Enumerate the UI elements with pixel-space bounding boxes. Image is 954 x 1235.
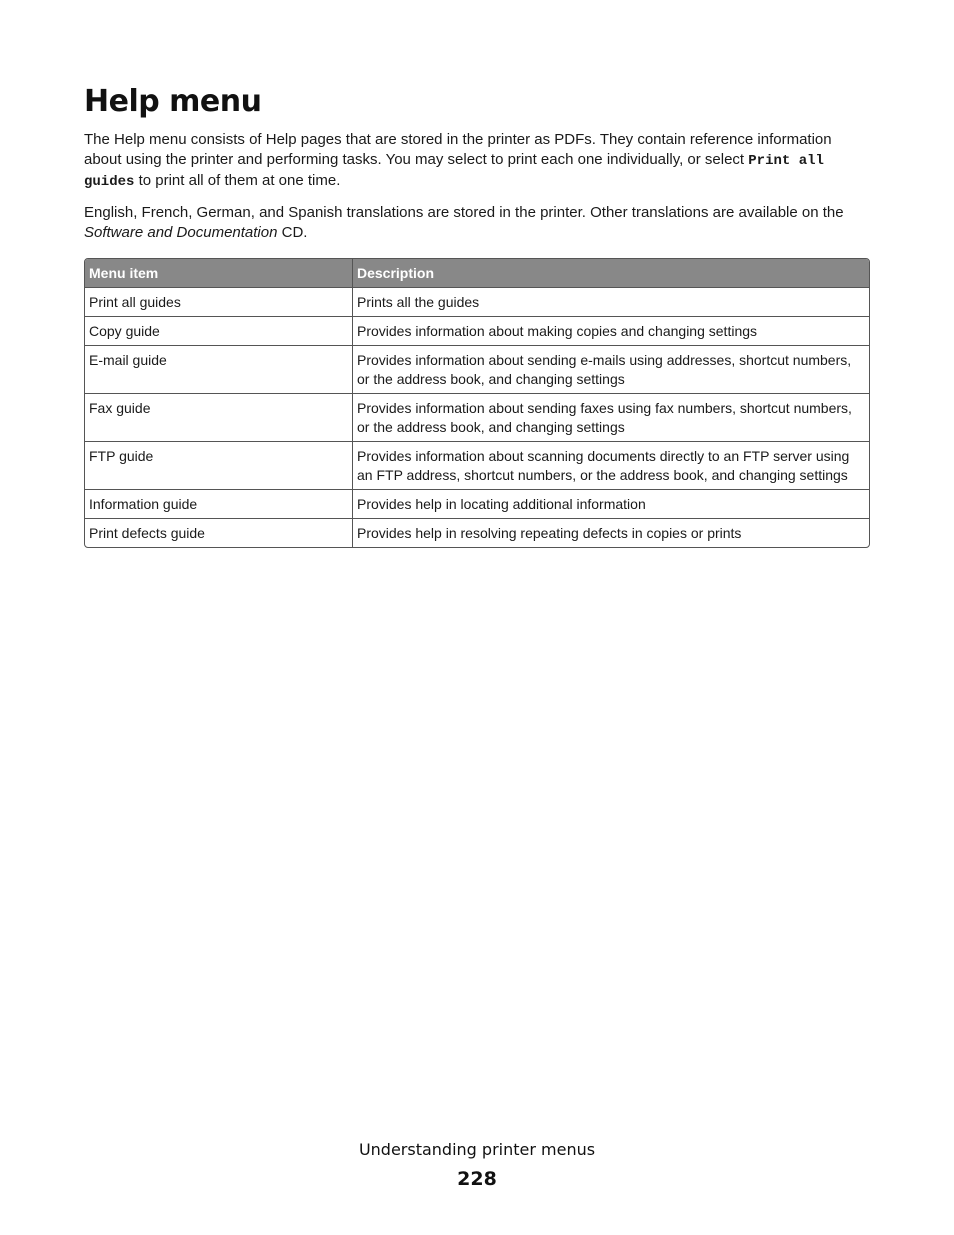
description-cell: Provides information about scanning documents directly to an FTP server using an FTP address, shortcut numbers, or the address book, and changing settings bbox=[353, 442, 870, 490]
footer-page-number: 228 bbox=[457, 1168, 497, 1190]
description-cell: Provides information about sending faxes using fax numbers, shortcut numbers, or the address book, and changing settings bbox=[353, 394, 870, 442]
description-cell: Provides information about making copies and changing settings bbox=[353, 317, 870, 346]
table-row bbox=[85, 490, 869, 519]
intro-code: Print all guides bbox=[84, 153, 824, 190]
header-menu-item: Menu item bbox=[85, 259, 353, 288]
translations-text-1: English, French, German, and Spanish translations are stored in the printer. Other translations are available on the bbox=[84, 204, 844, 221]
header-description: Description bbox=[353, 259, 870, 288]
description-cell: Provides help in locating additional information bbox=[353, 490, 870, 519]
menu-item-cell: Copy guide bbox=[85, 317, 353, 346]
table-row bbox=[85, 519, 869, 548]
page-content bbox=[84, 80, 870, 548]
intro-text-2: to print all of them at one time. bbox=[134, 172, 341, 189]
description-cell: Prints all the guides bbox=[353, 288, 870, 317]
menu-item-cell: Print all guides bbox=[85, 288, 353, 317]
table-row bbox=[85, 394, 869, 442]
intro-paragraph bbox=[84, 130, 870, 192]
help-menu-table bbox=[85, 259, 869, 547]
table-row bbox=[85, 346, 869, 394]
menu-item-cell: Fax guide bbox=[85, 394, 353, 442]
menu-item-cell: Information guide bbox=[85, 490, 353, 519]
table-row bbox=[85, 288, 869, 317]
menu-item-cell: E-mail guide bbox=[85, 346, 353, 394]
description-cell: Provides information about sending e-mails using addresses, shortcut numbers, or the address book, and changing settings bbox=[353, 346, 870, 394]
footer-section-title: Understanding printer menus bbox=[358, 1140, 596, 1159]
translations-text-2: CD. bbox=[277, 224, 308, 241]
table-row bbox=[85, 442, 869, 490]
description-cell: Provides help in resolving repeating defects in copies or prints bbox=[353, 519, 870, 548]
translations-italic: Software and Documentation bbox=[84, 224, 278, 241]
menu-item-cell: FTP guide bbox=[85, 442, 353, 490]
intro-text-1: The Help menu consists of Help pages that are stored in the printer as PDFs. They contain reference information about using the printer and performing tasks. You may select to print each one individually, or select bbox=[84, 131, 832, 168]
menu-item-cell: Print defects guide bbox=[85, 519, 353, 548]
table-row bbox=[85, 317, 869, 346]
translations-paragraph bbox=[84, 203, 870, 243]
table-header-row bbox=[85, 259, 869, 288]
page-title: Help menu bbox=[84, 84, 262, 119]
help-menu-table-wrapper bbox=[84, 258, 870, 548]
